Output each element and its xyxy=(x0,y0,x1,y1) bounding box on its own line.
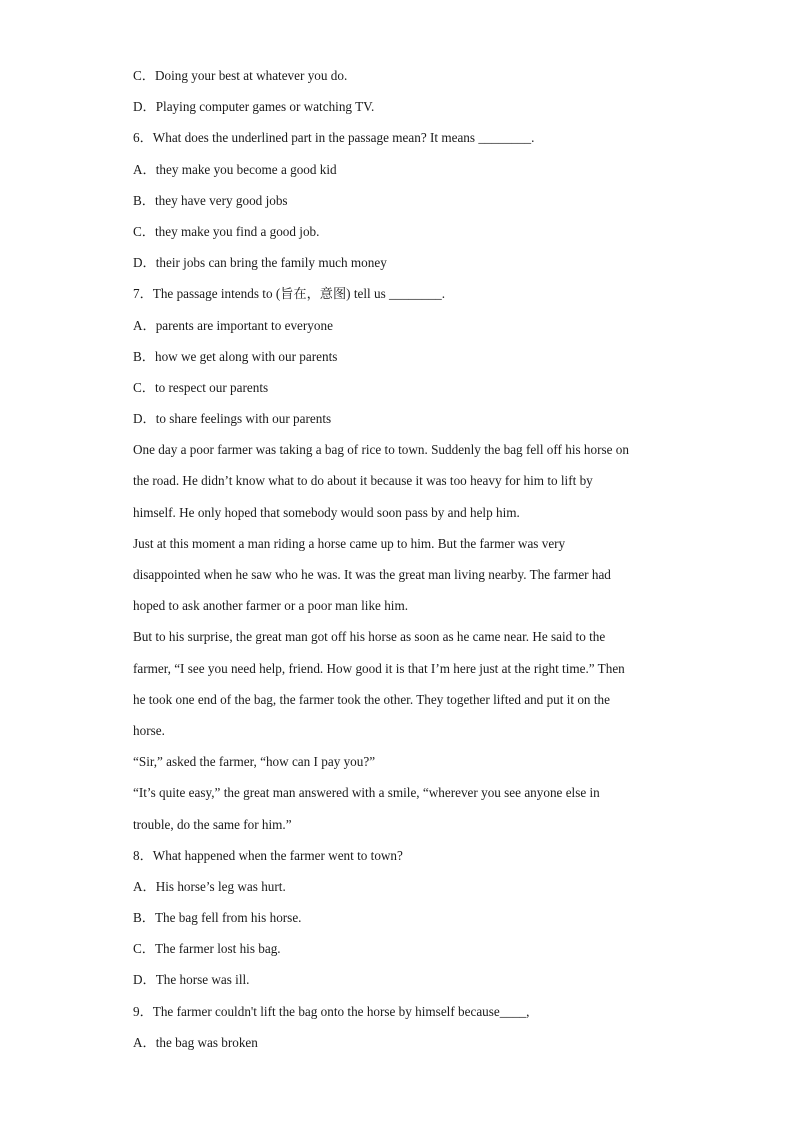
question-9: 9．The farmer couldn't lift the bag onto the horse by himself because____, xyxy=(133,1003,530,1019)
option-c-q6: C．they make you find a good job. xyxy=(133,223,320,239)
passage-line: farmer, “I see you need help, friend. How good it is that I’m here just at the right time.” Then xyxy=(133,660,625,676)
passage-line: But to his surprise, the great man got off his horse as soon as he came near. He said to the xyxy=(133,629,606,645)
question-8: 8．What happened when the farmer went to town? xyxy=(133,847,403,863)
passage-line: Just at this moment a man riding a horse came up to him. But the farmer was very xyxy=(133,535,566,551)
option-d-q5: D．Playing computer games or watching TV. xyxy=(133,99,375,115)
passage-line: One day a poor farmer was taking a bag of rice to town. Suddenly the bag fell off his horse on xyxy=(133,442,629,458)
question-6: 6．What does the underlined part in the passage mean? It means ________. xyxy=(133,130,535,146)
option-a-q6: A．they make you become a good kid xyxy=(133,161,337,177)
passage-line: himself. He only hoped that somebody would soon pass by and help him. xyxy=(133,504,520,520)
option-b-q6: B．they have very good jobs xyxy=(133,192,288,208)
question-7: 7．The passage intends to (旨在，意图) tell us ________. xyxy=(133,286,446,302)
option-a-q7: A．parents are important to everyone xyxy=(133,317,333,333)
passage-line: disappointed when he saw who he was. It was the great man living nearby. The farmer had xyxy=(133,567,611,582)
option-c-q5: C．Doing your best at whatever you do. xyxy=(133,68,348,83)
passage-line: horse. xyxy=(133,722,165,738)
option-c-q7: C．to respect our parents xyxy=(133,379,269,395)
option-d-q8: D．The horse was ill. xyxy=(133,972,250,988)
option-d-q7: D．to share feelings with our parents xyxy=(133,411,332,427)
passage-line: trouble, do the same for him.” xyxy=(133,816,292,832)
option-a-q8: A．His horse’s leg was hurt. xyxy=(133,878,286,894)
option-a-q9: A．the bag was broken xyxy=(133,1034,258,1050)
passage-line: hoped to ask another farmer or a poor man like him. xyxy=(133,598,409,614)
option-d-q6: D．their jobs can bring the family much money xyxy=(133,255,387,271)
passage-line: he took one end of the bag, the farmer took the other. They together lifted and put it on the xyxy=(133,691,610,707)
document-page xyxy=(133,60,663,1058)
passage-line: “It’s quite easy,” the great man answered with a smile, “wherever you see anyone else in xyxy=(133,785,600,801)
option-b-q7: B．how we get along with our parents xyxy=(133,348,338,364)
option-c-q8: C．The farmer lost his bag. xyxy=(133,941,281,957)
passage-line: “Sir,” asked the farmer, “how can I pay you?” xyxy=(133,754,376,770)
option-b-q8: B．The bag fell from his horse. xyxy=(133,910,302,926)
passage-line: the road. He didn’t know what to do about it because it was too heavy for him to lift by xyxy=(133,473,593,489)
